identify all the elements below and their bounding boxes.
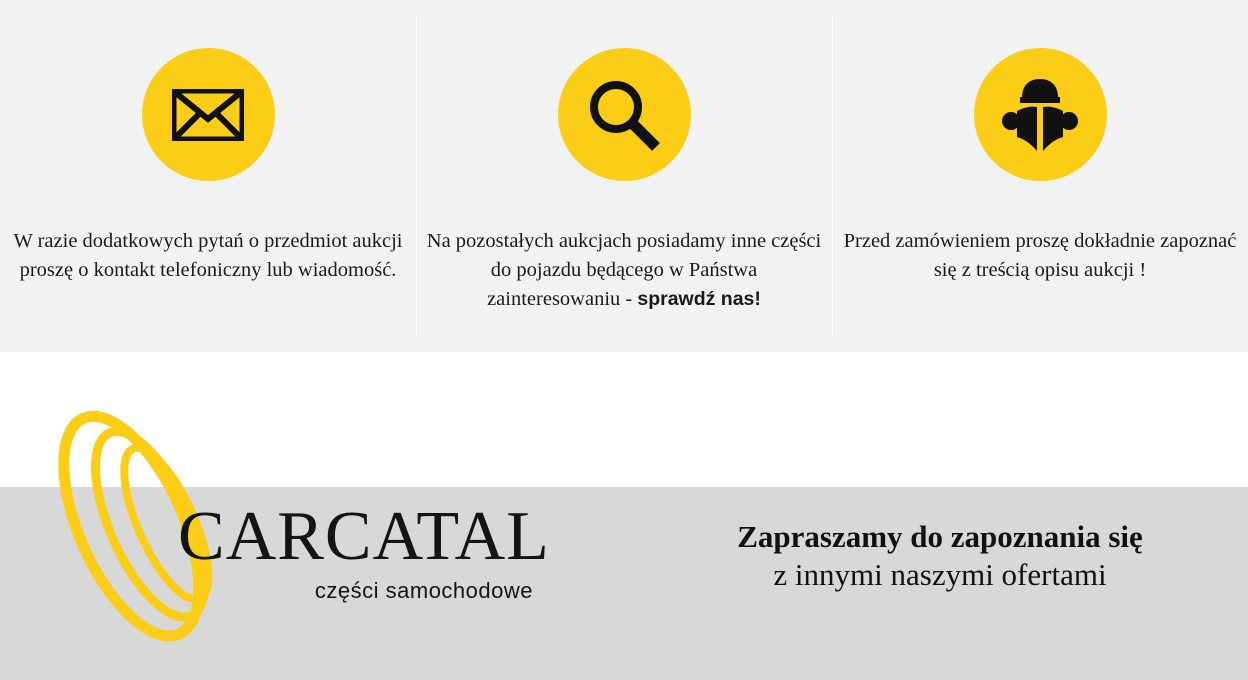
info-text-other-auctions-bold: sprawdź nas!	[637, 288, 761, 311]
envelope-icon	[172, 89, 244, 141]
info-column-other-auctions	[416, 0, 832, 352]
magnifier-icon	[586, 77, 662, 153]
magnifier-badge	[558, 48, 691, 181]
info-text-contact: W razie dodatkowych pytań o przedmiot aukcji proszę o kontakt telefoniczny lub wiadomość.	[13, 230, 403, 282]
slogan-line-1: Zapraszamy do zapoznania się	[737, 519, 1143, 554]
logo	[30, 390, 590, 650]
logo-text	[178, 498, 578, 604]
info-column-contact	[0, 0, 416, 352]
logo-tagline: części samochodowe	[314, 578, 533, 603]
info-text-other-auctions-plain: Na pozostałych aukcjach posiadamy inne części do pojazdu będącego w Państwa zainteresowaniu -	[426, 230, 822, 311]
slogan-line-2: z innymi naszymi ofertami	[773, 556, 1107, 592]
info-text-read-description: Przed zamówieniem proszę dokładnie zapoznać się z treścią opisu aukcji !	[843, 230, 1237, 282]
info-text-other-auctions	[424, 227, 824, 314]
slogan	[680, 518, 1200, 594]
logo-name: CARCATAL	[178, 498, 550, 575]
info-column-read-description	[832, 0, 1248, 352]
reading-person-badge	[974, 48, 1107, 181]
reading-person-icon	[1000, 77, 1080, 153]
envelope-badge	[142, 48, 275, 181]
